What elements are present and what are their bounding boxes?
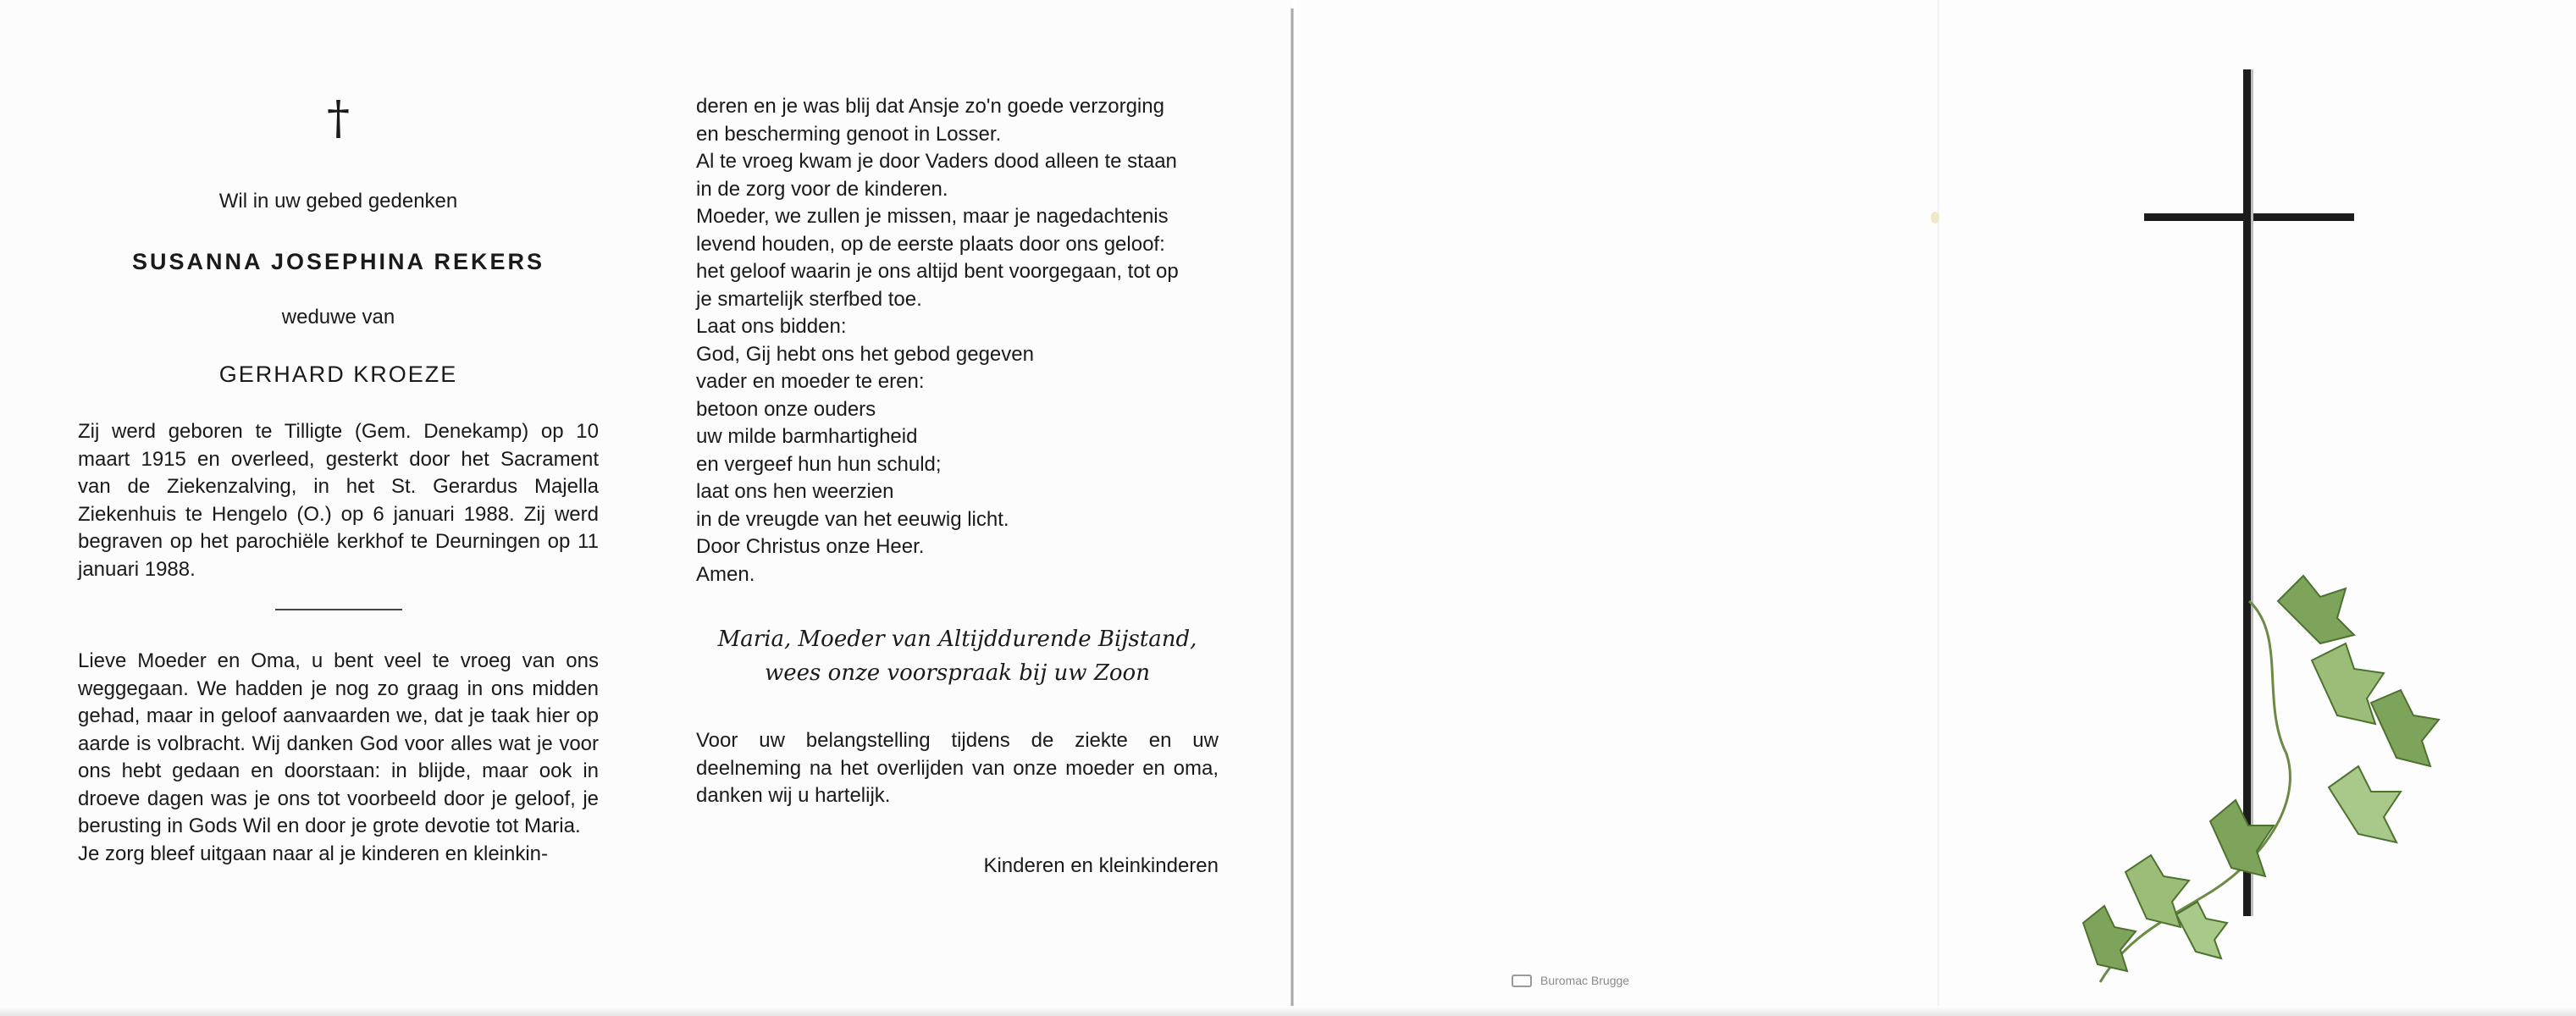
prayer-line-1: Maria, Moeder van Altijddurende Bijstand, bbox=[717, 627, 1197, 652]
text-line: uw milde barmhartigheid bbox=[696, 425, 918, 448]
text-line: Moeder, we zullen je missen, maar je nagedachtenis bbox=[696, 205, 1169, 228]
card-crease bbox=[1938, 0, 1939, 1016]
text-line: deren en je was blij dat Ansje zo'n goede verzorging bbox=[696, 95, 1164, 118]
text-line: in de zorg voor de kinderen. bbox=[696, 177, 948, 201]
text-line: je smartelijk sterfbed toe. bbox=[696, 287, 922, 311]
relation-text: weduwe van bbox=[281, 306, 395, 329]
card-bottom-edge bbox=[0, 1006, 2576, 1016]
text-line: in de vreugde van het eeuwig licht. bbox=[696, 507, 1009, 531]
text-line: en bescherming genoot in Losser. bbox=[696, 122, 1002, 146]
text-line: betoon onze ouders bbox=[696, 397, 876, 421]
text-line: Amen. bbox=[696, 562, 755, 586]
cross-with-ivy-illustration bbox=[2049, 59, 2490, 999]
publisher-mark bbox=[1512, 974, 1629, 987]
cross-icon: † bbox=[327, 91, 350, 145]
signature: Kinderen en kleinkinderen bbox=[983, 853, 1219, 877]
text-line: Al te vroeg kwam je door Vaders dood alleen te staan bbox=[696, 150, 1177, 173]
cross-icon bbox=[2144, 69, 2354, 916]
marian-prayer bbox=[696, 622, 1219, 690]
text-line: Door Christus onze Heer. bbox=[696, 535, 925, 558]
card-fold-shadow bbox=[1291, 8, 1294, 1008]
text-line: laat ons hen weerzien bbox=[696, 480, 894, 503]
spouse-name: GERHARD KROEZE bbox=[218, 361, 458, 387]
text-line: God, Gij hebt ons het gebod gegeven bbox=[696, 342, 1034, 366]
thanks-paragraph: Voor uw belangstelling tijdens de ziekte en uw deelneming na het overlijden van onze moeder en oma, danken wij u hartelijk. bbox=[696, 729, 1219, 807]
text-line: Laat ons bidden: bbox=[696, 315, 847, 338]
middle-text-column bbox=[696, 93, 1219, 880]
publisher-logo-icon bbox=[1512, 975, 1532, 987]
tribute-paragraph: Lieve Moeder en Oma, u bent veel te vroeg van ons weggegaan. We hadden je nog zo graag in ons midden gehad, maar in geloof aanvaarden we, dat je taak hier op aarde is volbracht. Wij danken God voor alles wat je voor ons hebt gedaan en doorstaan: in blijde, maar ook in droeve dagen was je ons tot voorbeeld door je geloof, je berusting in Gods Wil en door je grote devotie tot Maria. bbox=[78, 649, 599, 837]
prayer-line-2: wees onze voorspraak bij uw Zoon bbox=[765, 660, 1150, 686]
text-line: levend houden, op de eerste plaats door ons geloof: bbox=[696, 232, 1165, 256]
divider-line bbox=[275, 609, 402, 610]
paper-stain bbox=[1931, 212, 1939, 224]
tribute-last-line: Je zorg bleef uitgaan naar al je kinderen en kleinkin- bbox=[78, 842, 549, 865]
ivy-vine bbox=[2083, 576, 2439, 982]
text-line: vader en moeder te eren: bbox=[696, 370, 925, 393]
intro-text: Wil in uw gebed gedenken bbox=[218, 190, 458, 213]
biography-paragraph: Zij werd geboren te Tilligte (Gem. Denekamp) op 10 maart 1915 en overleed, gesterkt door het Sacrament van de Ziekenzalving, in het St. Gerardus Majella Ziekenhuis te Hengelo (O.) op 6 januari 1988. Zij werd begraven op het parochiële kerkhof te Deurningen op 11 januari 1988. bbox=[78, 420, 599, 581]
continued-text bbox=[696, 93, 1219, 588]
text-line: en vergeef hun hun schuld; bbox=[696, 452, 942, 476]
left-text-column bbox=[78, 93, 599, 868]
deceased-name: SUSANNA JOSEPHINA REKERS bbox=[131, 248, 545, 274]
text-line: het geloof waarin je ons altijd bent voorgegaan, tot op bbox=[696, 260, 1179, 283]
publisher-name: Buromac Brugge bbox=[1540, 974, 1630, 987]
